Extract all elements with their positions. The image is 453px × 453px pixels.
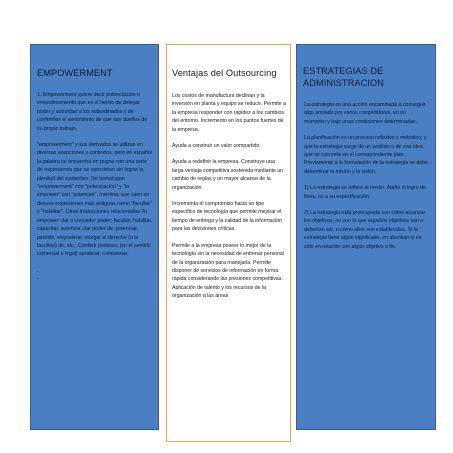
outsourcing-paragraph-3: Ayuda a redefinir la empresa. Construye una larga ventaja competitiva sostenida mediante un cambio de reglas y un mayor alcance de la organización bbox=[172, 159, 284, 191]
outsourcing-paragraph-2: Ayuda a construir un valor compartido. bbox=[172, 143, 261, 150]
empowerment-card bbox=[30, 44, 159, 430]
empowerment-marker-dash: - bbox=[37, 275, 39, 282]
estrategias-card bbox=[296, 44, 436, 430]
outsourcing-paragraph-4: Incrementa el compromiso hacia un tipo específico de tecnología que permite mejorar el tiempo de entrega y la calidad de la información para las decisiones críticas. bbox=[172, 201, 283, 233]
empowerment-marker-dot: . bbox=[37, 267, 39, 274]
empowerment-body bbox=[31, 79, 158, 259]
estrategias-paragraph-4: 2) La estrategia está preocupada con cómo alcanzar los objetivos, no con lo que aquellos objetivos son o deberían ser, o cómo ellos son establecidos. Si la estrategia tiene algún significado, en absoluto lo es sólo en relación con algún objetivo o fin. bbox=[304, 210, 426, 250]
outsourcing-body bbox=[167, 79, 290, 301]
empowerment-paragraph-1: 1. Empowerment quiere decir potenciación o empoderamiento que es el hecho de delegar poder y autoridad a los subordinados y de conferirles el sentimiento de que son dueños de su propio trabajo. bbox=[37, 92, 148, 132]
empowerment-paragraph-2: "empowerment" y sus derivados se utilizan en diversas acepciones y contextos, pero en español la palabra se encuentra en pugna con una serie de expresiones que se aproximan sin lograr la plenitud del sustantivo. Se homologan "empowerment" con "potenciación" y "to empower" con "potenciar", mientras que caen en desuso expresiones más antiguas como "facultar" y "habilitar". Otras traducciones relacionadas:To empower: dar o conceder poder; facultar, habilitar, capacitar, autorizar, dar poder de, potenciar, permitir, empoderar, otorgar el derecho (o la facultad) de, etc.; Conferir poderes; (en el sentido comercial o legal) apoderar, comisionar. bbox=[37, 142, 153, 258]
estrategias-paragraph-2: La planificación es un proceso reflexivo y metódico, y que la estrategia surge de un análisis o de una idea que se concreta en el correspondiente plan. Previamente a la formulación de la estrategia se debe determinar la misión y la visión. bbox=[304, 135, 428, 175]
outsourcing-title: Ventajas del Outsourcing bbox=[172, 68, 277, 78]
outsourcing-card bbox=[166, 44, 291, 442]
estrategias-paragraph-1: La estrategia es una acción encaminada a conseguir algo ansiado por varios competidores, en un momento y bajo unas condiciones determinadas. bbox=[304, 102, 426, 125]
outsourcing-paragraph-5: Permite a la empresa poseer lo mejor de la tecnología sin la necesidad de entrenar personal de la organización para manejarla. Permite disponer de servicios de información en forma rápida considerando las presiones competitivas. Aplicación de talento y los recursos de la organización a las áreas bbox=[172, 242, 284, 300]
empowerment-title: EMPOWERMENT bbox=[37, 68, 113, 78]
estrategias-title: ESTRATEGIAS DE ADMINISTRACION bbox=[303, 66, 385, 88]
outsourcing-paragraph-1: Los costos de manufactura declinan y la inversión en planta y equipo se reduce. Permite a la empresa responder con rapidez a los cambios del entorno. Incremento en los puntos fuertes de la empresa. bbox=[172, 93, 286, 133]
estrategias-paragraph-3: 1) La estrategia se refiere al medio. Atañe al logro de fines, no a su especificación. bbox=[304, 185, 426, 200]
estrategias-body bbox=[297, 89, 435, 251]
